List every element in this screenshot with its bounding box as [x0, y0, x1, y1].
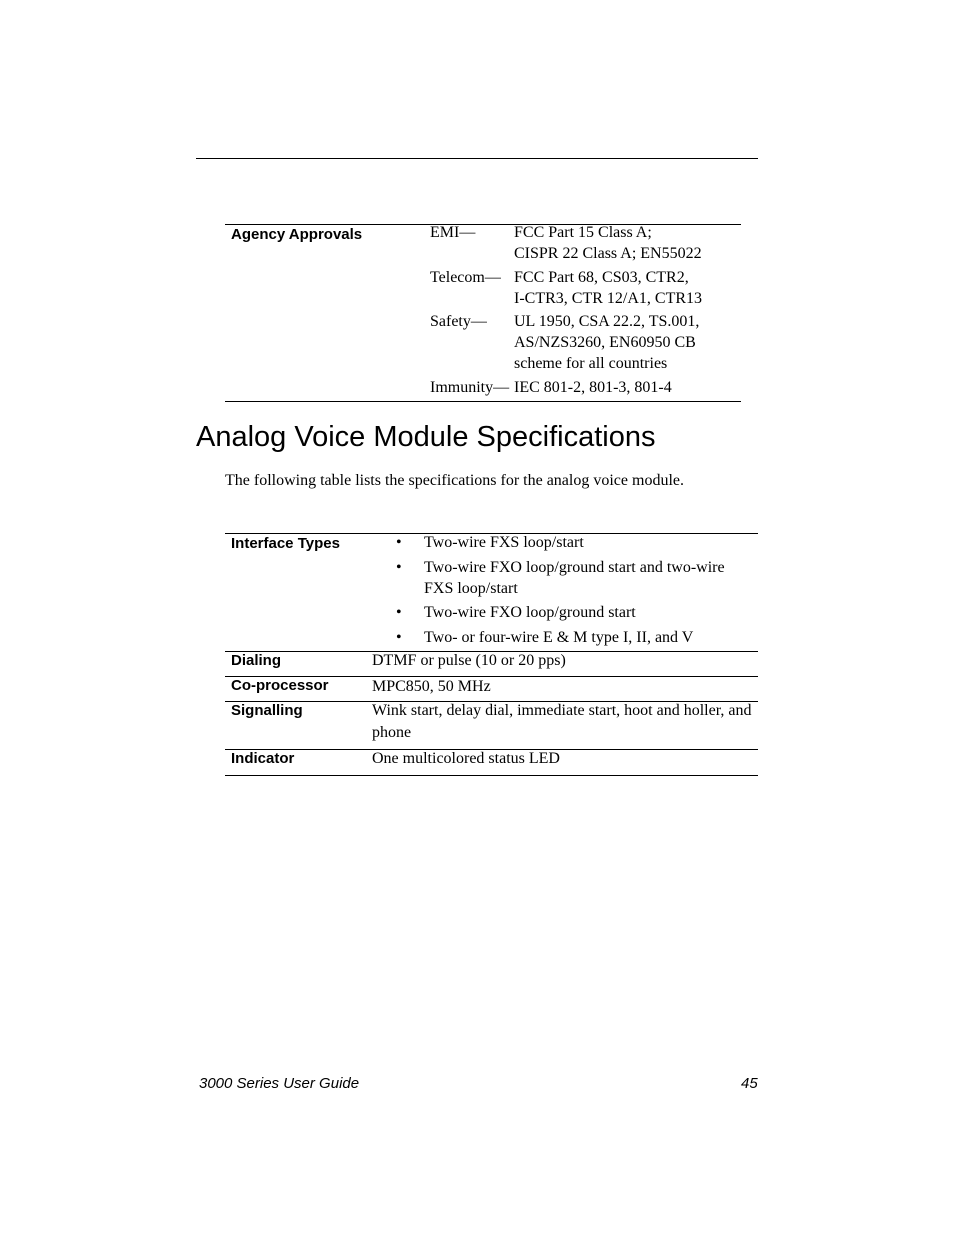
interface-types-label: Interface Types — [231, 535, 340, 552]
safety-value-line-2: AS/NZS3260, EN60950 CB — [514, 334, 696, 351]
immunity-category: Immunity— — [430, 379, 510, 396]
bullet-icon: • — [396, 534, 402, 551]
coprocessor-row — [225, 676, 758, 701]
interface-types-row — [225, 533, 758, 651]
telecom-value-line-2: I-CTR3, CTR 12/A1, CTR13 — [514, 290, 703, 307]
bullet-icon: • — [396, 604, 402, 621]
dialing-label: Dialing — [231, 652, 282, 669]
safety-category: Safety— — [430, 313, 487, 330]
indicator-label: Indicator — [231, 750, 295, 767]
interface-type-item: Two-wire FXO loop/ground start — [424, 604, 636, 621]
safety-value-line-1: UL 1950, CSA 22.2, TS.001, — [514, 313, 700, 330]
immunity-value: IEC 801-2, 801-3, 801-4 — [514, 379, 672, 396]
coprocessor-value: MPC850, 50 MHz — [372, 678, 491, 695]
telecom-category: Telecom— — [430, 269, 501, 286]
coprocessor-label: Co-processor — [231, 677, 329, 694]
interface-type-item: Two- or four-wire E & M type I, II, and V — [424, 629, 694, 646]
page-number: 45 — [741, 1075, 758, 1092]
signalling-label: Signalling — [231, 702, 303, 719]
section-title: Analog Voice Module Specifications — [196, 421, 656, 453]
interface-type-item: Two-wire FXO loop/ground start and two-wire FXS loop/start — [424, 559, 725, 597]
bullet-icon: • — [396, 559, 402, 576]
bullet-icon: • — [396, 629, 402, 646]
footer-guide-title: 3000 Series User Guide — [199, 1075, 360, 1092]
telecom-value-line-1: FCC Part 68, CS03, CTR2, — [514, 269, 689, 286]
dialing-value: DTMF or pulse (10 or 20 pps) — [372, 652, 566, 669]
agency-approvals-label: Agency Approvals — [231, 226, 363, 243]
signalling-value: Wink start, delay dial, immediate start, hoot and holler, and phone — [372, 702, 752, 741]
indicator-value: One multicolored status LED — [372, 750, 560, 767]
header-rule — [196, 158, 758, 159]
agency-approvals-table — [225, 224, 741, 402]
indicator-row — [225, 749, 758, 776]
dialing-row — [225, 651, 758, 676]
emi-category: EMI— — [430, 224, 476, 241]
section-intro: The following table lists the specifications for the analog voice module. — [225, 472, 684, 489]
signalling-row — [225, 701, 758, 749]
emi-value-line-2: CISPR 22 Class A; EN55022 — [514, 245, 702, 262]
safety-value-line-3: scheme for all countries — [514, 355, 668, 372]
interface-type-item: Two-wire FXS loop/start — [424, 534, 584, 551]
emi-value-line-1: FCC Part 15 Class A; — [514, 224, 652, 241]
